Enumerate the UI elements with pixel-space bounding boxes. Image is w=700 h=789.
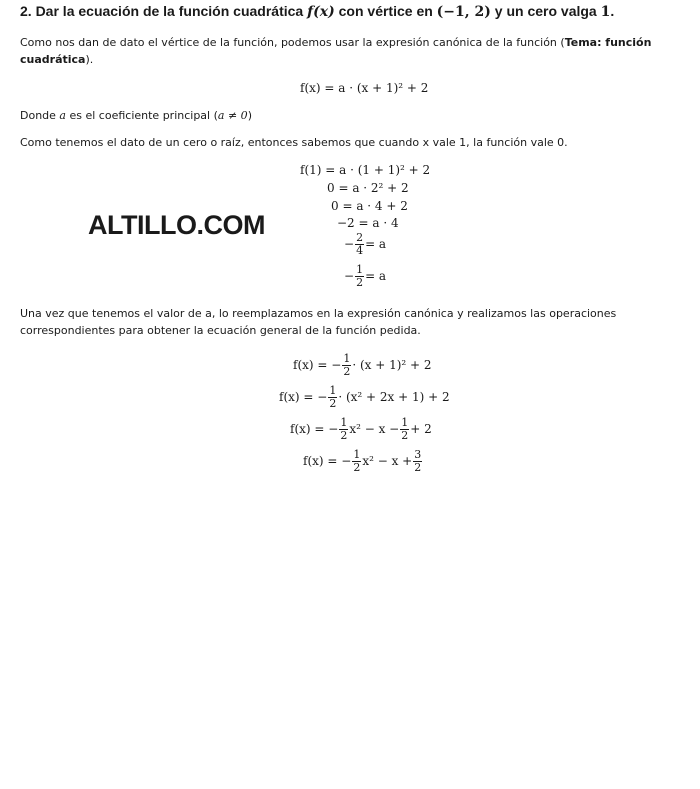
- step5-numerator: 2: [356, 231, 364, 244]
- eq4-lhs: f(x) = −: [303, 454, 352, 468]
- step6-rhs: = a: [365, 269, 387, 283]
- eq4-denominator-1: 2: [353, 461, 361, 474]
- final-equation-4: [303, 449, 423, 474]
- eq1-numerator: 1: [343, 352, 351, 365]
- heading-end: .: [610, 3, 615, 19]
- intro-paragraph: [20, 34, 651, 68]
- eq3-rhs: + 2: [410, 422, 432, 436]
- donde-prefix: Donde: [20, 109, 60, 122]
- eq2-lhs: f(x) = −: [279, 390, 328, 404]
- eq4-numerator-1: 1: [353, 448, 361, 461]
- eq3-mid: x² − x −: [349, 422, 400, 436]
- canonical-equation: f(x) = a · (x + 1)² + 2: [300, 81, 429, 95]
- eq4-fraction-1: [352, 449, 361, 474]
- eq1-denominator: 2: [343, 365, 351, 378]
- step6-sign: −: [344, 269, 355, 283]
- final-equation-2: [279, 385, 450, 410]
- intro-line1: Como nos dan de dato el vértice de la función, podemos usar la expresión canónica de la función (: [20, 36, 565, 49]
- eq4-numerator-2: 3: [414, 448, 422, 461]
- derivation-step-3: 0 = a · 4 + 2: [331, 199, 408, 213]
- final-equation-3: [290, 417, 432, 442]
- replace-line1: Una vez que tenemos el valor de a, lo reemplazamos en la expresión canónica y realizamos las operaciones: [20, 307, 617, 320]
- heading-suffix: y un cero valga: [490, 3, 601, 19]
- eq3-denominator-1: 2: [340, 429, 348, 442]
- eq2-rhs: · (x² + 2x + 1) + 2: [338, 390, 450, 404]
- step5-fraction: [355, 232, 364, 257]
- altillo-watermark: ALTILLO.COM: [88, 210, 265, 240]
- step5-denominator: 4: [356, 244, 364, 257]
- eq3-fraction-2: [400, 417, 409, 442]
- replace-line2: correspondientes para obtener la ecuación general de la función pedida.: [20, 324, 421, 337]
- eq1-rhs: · (x + 1)² + 2: [352, 358, 432, 372]
- eq1-lhs: f(x) = −: [293, 358, 342, 372]
- eq3-numerator-2: 1: [401, 416, 409, 429]
- problem-heading: [20, 3, 614, 20]
- derivation-step-2: 0 = a · 2² + 2: [327, 181, 409, 195]
- eq4-denominator-2: 2: [414, 461, 422, 474]
- step5-rhs: = a: [365, 237, 387, 251]
- eq2-numerator: 1: [329, 384, 337, 397]
- replace-paragraph: [20, 305, 616, 339]
- heading-prefix: 2. Dar la ecuación de la función cuadrática: [20, 3, 308, 19]
- eq4-mid: x² − x +: [362, 454, 413, 468]
- step5-sign: −: [344, 237, 355, 251]
- derivation-step-6: [344, 264, 386, 289]
- donde-var: a: [59, 109, 66, 122]
- donde-end: ): [247, 109, 252, 122]
- eq3-numerator-1: 1: [340, 416, 348, 429]
- final-equation-1: [293, 353, 432, 378]
- eq2-fraction: [328, 385, 337, 410]
- eq1-fraction: [342, 353, 351, 378]
- eq3-denominator-2: 2: [401, 429, 409, 442]
- derivation-step-1: f(1) = a · (1 + 1)² + 2: [300, 163, 431, 177]
- derivation-step-4: −2 = a · 4: [337, 216, 399, 230]
- step6-denominator: 2: [356, 276, 364, 289]
- eq3-fraction-1: [339, 417, 348, 442]
- eq2-denominator: 2: [329, 397, 337, 410]
- donde-cond: a ≠ 0: [217, 109, 248, 122]
- intro-tema-label: Tema: función: [564, 36, 652, 49]
- step6-numerator: 1: [356, 263, 364, 276]
- step6-fraction: [355, 264, 364, 289]
- donde-paragraph: [20, 107, 252, 124]
- derivation-step-5: [344, 232, 386, 257]
- donde-middle: es el coeficiente principal (: [65, 109, 218, 122]
- intro-line2-bold: cuadrática: [20, 53, 86, 66]
- heading-zero: 1: [600, 4, 611, 20]
- zero-paragraph: Como tenemos el dato de un cero o raíz, entonces sabemos que cuando x vale 1, la función vale 0.: [20, 136, 568, 149]
- intro-line2-end: ).: [85, 53, 94, 66]
- heading-mid: con vértice en: [334, 3, 437, 19]
- eq4-fraction-2: [413, 449, 422, 474]
- heading-vertex: (−1, 2): [436, 4, 491, 20]
- eq3-lhs: f(x) = −: [290, 422, 339, 436]
- heading-fx: f(x): [307, 4, 335, 20]
